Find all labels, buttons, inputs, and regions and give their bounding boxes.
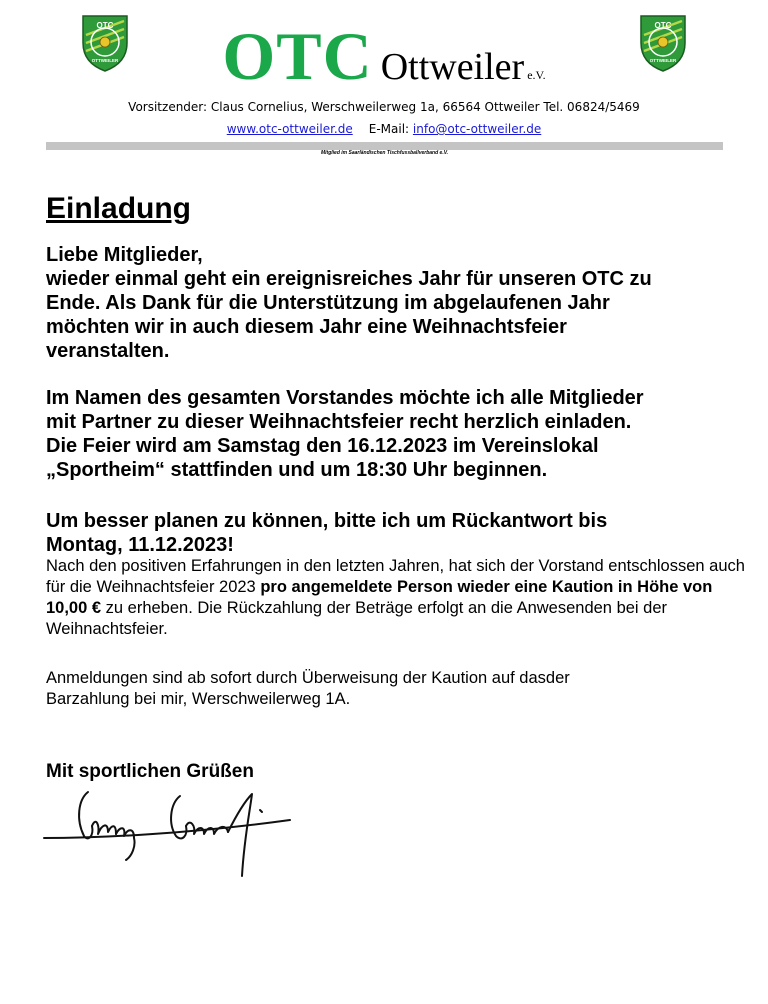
email-link[interactable]: info@otc-ottweiler.de	[412, 122, 542, 136]
text-line: Liebe Mitglieder,	[46, 244, 203, 266]
text-line: veranstalten.	[46, 340, 170, 362]
crest-label: OTC	[96, 21, 114, 30]
invitation-paragraph	[46, 386, 746, 482]
registration-paragraph	[46, 668, 746, 710]
rsvp-paragraph	[46, 509, 746, 557]
crest-ring-label: OTTWEILER	[649, 58, 677, 63]
text-line: „Sportheim“ stattfinden und um 18:30 Uhr beginnen.	[46, 459, 548, 481]
deposit-text-start: Nach den positiven Erfahrungen in den letzten Jahren, hat sich der Vorstand entschlossen auch für die Weihnachtsfeier 2023	[46, 557, 745, 596]
closing-greeting: Mit sportlichen Grüßen	[46, 761, 254, 782]
email-label: E-Mail:	[368, 122, 410, 136]
text-line: Barzahlung bei mir, Werschweilerweg 1A.	[46, 690, 351, 708]
text-line: Anmeldungen sind ab sofort durch Überweisung der Kaution auf dasder	[46, 669, 570, 687]
text-line: Die Feier wird am Samstag den 16.12.2023 im Vereinslokal	[46, 435, 599, 457]
website-link[interactable]: www.otc-ottweiler.de	[226, 122, 353, 136]
text-line: mit Partner zu dieser Weihnachtsfeier recht herzlich einladen.	[46, 411, 632, 433]
title-otc: OTC	[222, 18, 373, 94]
letter-heading: Einladung	[46, 192, 191, 225]
signature-icon	[38, 780, 298, 892]
text-line: möchten wir in auch diesem Jahr eine Weihnachtsfeier	[46, 316, 567, 338]
membership-bar	[46, 142, 723, 156]
title-city: Ottweiler	[380, 46, 525, 88]
crest-label: OTC	[654, 21, 672, 30]
contact-line	[0, 122, 768, 136]
text-line: wieder einmal geht ein ereignisreiches Jahr für unseren OTC zu	[46, 268, 652, 290]
crest-ring-label: OTTWEILER	[91, 58, 119, 63]
club-title	[0, 18, 768, 94]
address-line: Vorsitzender: Claus Cornelius, Werschweilerweg 1a, 66564 Ottweiler Tel. 06824/5469	[128, 100, 640, 114]
greeting-paragraph	[46, 243, 746, 363]
text-line: Montag, 11.12.2023!	[46, 534, 234, 556]
membership-text: Mitglied im Saarländischen Tischfussballverband e.V.	[321, 150, 448, 156]
title-suffix: e.V.	[527, 68, 546, 82]
deposit-amount-text: pro angemeldete Person wieder eine Kaution in Höhe von 10,00 €	[46, 578, 713, 617]
text-line: Im Namen des gesamten Vorstandes möchte ich alle Mitglieder	[46, 387, 644, 409]
text-line: Um besser planen zu können, bitte ich um Rückantwort bis	[46, 510, 608, 532]
text-line: Ende. Als Dank für die Unterstützung im abgelaufenen Jahr	[46, 292, 610, 314]
deposit-paragraph	[46, 556, 746, 640]
deposit-text-end: zu erheben. Die Rückzahlung der Beträge erfolgt an die Anwesenden bei der Weihnachtsfeier.	[46, 599, 668, 638]
